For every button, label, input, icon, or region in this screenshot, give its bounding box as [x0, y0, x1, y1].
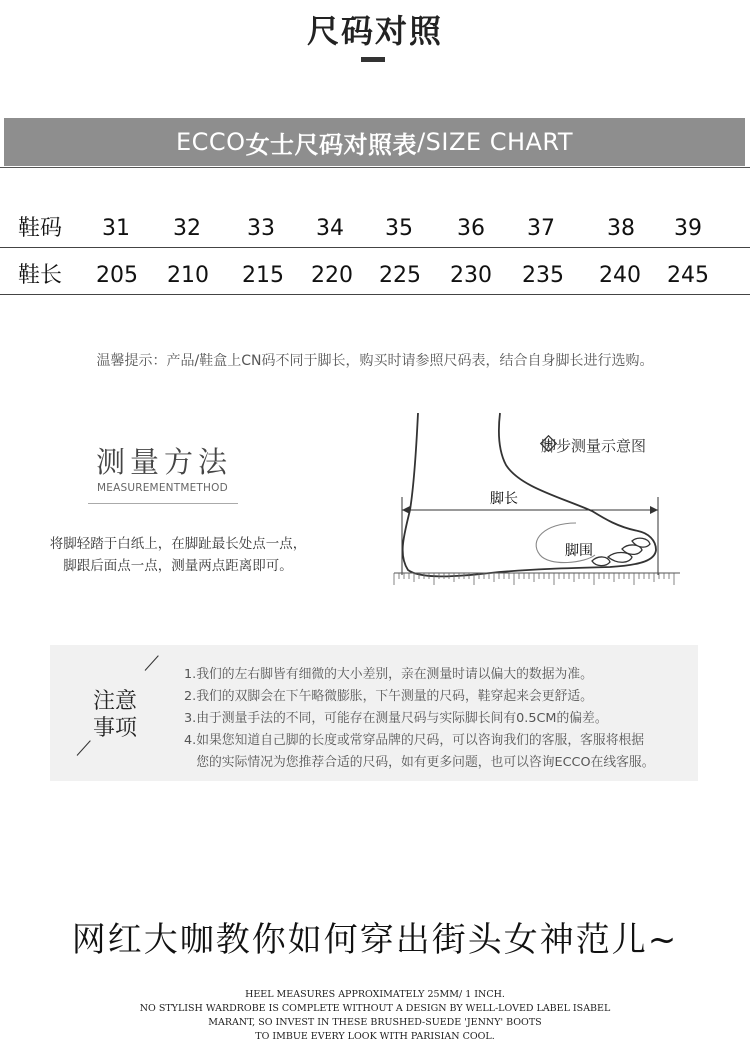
- diagram-caption: 脚步测量示意图: [541, 437, 647, 455]
- length-cell: 230: [450, 263, 492, 288]
- size-row: [0, 206, 750, 252]
- english-line: MARANT, SO INVEST IN THESE BRUSHED-SUEDE 'JENNY' BOOTS: [208, 1017, 542, 1028]
- length-cell: 220: [311, 263, 353, 288]
- page-title: 尺码对照: [306, 12, 443, 50]
- notes-title: [93, 688, 137, 742]
- banner-suffix: /SIZE CHART: [417, 128, 574, 156]
- size-row-label: 鞋码: [17, 216, 63, 241]
- size-chart-banner: [4, 118, 745, 166]
- size-cell: 38: [607, 216, 635, 241]
- english-line: TO IMBUE EVERY LOOK WITH PARISIAN COOL.: [255, 1031, 495, 1042]
- title-divider: [361, 57, 385, 62]
- note-item: 1.我们的左右脚皆有细微的大小差别，亲在测量时请以偏大的数据为准。: [184, 667, 593, 682]
- note-item: 您的实际情况为您推荐合适的尺码，如有更多问题，也可以咨询ECCO在线客服。: [184, 755, 655, 770]
- length-cell: 235: [522, 263, 564, 288]
- foot-measurement-diagram: [380, 405, 690, 590]
- note-item: 4.如果您知道自己脚的长度或常穿品牌的尺码，可以咨询我们的客服，客服将根据: [184, 733, 645, 748]
- english-description: [0, 988, 750, 1044]
- english-line: NO STYLISH WARDROBE IS COMPLETE WITHOUT A DESIGN BY WELL-LOVED LABEL ISABEL: [139, 1003, 611, 1014]
- length-cell: 240: [599, 263, 641, 288]
- size-cell: 34: [316, 216, 344, 241]
- size-cell: 32: [173, 216, 201, 241]
- slogan-heading: 网红大咖教你如何穿出街头女神范儿~: [71, 920, 679, 960]
- length-cell: 205: [96, 263, 138, 288]
- method-subtitle: MEASUREMENTMETHOD: [97, 482, 228, 494]
- banner-title: 女士尺码对照表: [245, 130, 418, 159]
- length-row: [0, 253, 750, 299]
- banner-brand: ECCO: [175, 128, 246, 156]
- length-row-label: 鞋长: [17, 263, 63, 288]
- length-cell: 245: [667, 263, 709, 288]
- method-divider: [88, 503, 238, 504]
- banner-rule: [0, 167, 750, 168]
- foot-length-label: 脚长: [490, 491, 518, 507]
- size-cell: 33: [247, 216, 275, 241]
- length-cell: 225: [379, 263, 421, 288]
- size-cell: 37: [527, 216, 555, 241]
- length-cell: 215: [242, 263, 284, 288]
- size-cell: 36: [457, 216, 485, 241]
- foot-girth-label: 脚围: [565, 543, 593, 559]
- table-bottom-rule: [0, 294, 750, 295]
- purchase-tip: 温馨提示：产品/鞋盒上CN码不同于脚长，购买时请参照尺码表，结合自身脚长进行选购。: [96, 353, 654, 369]
- notes-list: [184, 664, 694, 774]
- size-cell: 35: [385, 216, 413, 241]
- notes-title-line: 注意: [93, 689, 138, 714]
- table-row-divider: [0, 247, 750, 248]
- method-description-line: 脚跟后面点一点，测量两点距离即可。: [63, 558, 293, 574]
- note-item: 3.由于测量手法的不同，可能存在测量尺码与实际脚长间有0.5CM的偏差。: [184, 711, 608, 726]
- notes-title-line: 事项: [93, 716, 138, 741]
- method-description-line: 将脚轻踏于白纸上，在脚趾最长处点一点，: [49, 536, 307, 552]
- size-cell: 31: [102, 216, 130, 241]
- english-line: HEEL MEASURES APPROXIMATELY 25MM/ 1 INCH.: [245, 989, 505, 1000]
- size-cell: 39: [674, 216, 702, 241]
- method-title: 测量方法: [96, 445, 233, 479]
- note-item: 2.我们的双脚会在下午略微膨胀，下午测量的尺码，鞋穿起来会更舒适。: [184, 689, 593, 704]
- length-cell: 210: [167, 263, 209, 288]
